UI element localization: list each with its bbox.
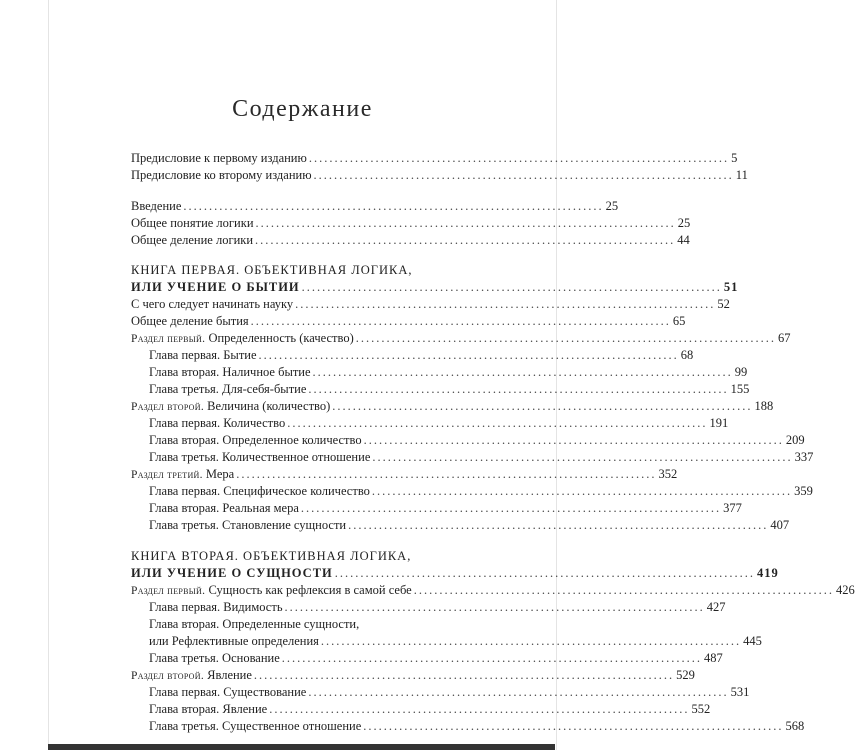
book-heading-entry[interactable]	[131, 565, 779, 582]
leader-dots: ..................................................................................	[371, 484, 793, 498]
toc-entry-page: 407	[770, 518, 790, 532]
toc-entry-text: Глава третья. Для-себя-бытие	[149, 382, 307, 396]
leader-dots: ..................................................................................	[313, 168, 734, 182]
toc-entry[interactable]	[131, 198, 619, 215]
leader-dots: ..................................................................................	[363, 719, 784, 733]
section-prefix: Раздел второй.	[131, 670, 204, 682]
section-prefix: Раздел первый.	[131, 585, 206, 597]
toc-entry-text: Глава первая. Существование	[149, 685, 307, 699]
toc-chapter-entry[interactable]	[149, 449, 814, 466]
toc-entry-page: 25	[605, 199, 619, 213]
section-title: Определенность (качество)	[208, 331, 354, 345]
toc-entry-text: Общее деление логики	[131, 233, 254, 247]
leader-dots: ..................................................................................	[287, 416, 708, 430]
section-prefix: Раздел третий.	[131, 469, 203, 481]
book-page	[48, 0, 855, 750]
toc-entry-text: Глава третья. Количественное отношение	[149, 450, 371, 464]
leader-dots: ..................................................................................	[300, 501, 722, 515]
toc-chapter-entry[interactable]	[149, 415, 729, 432]
toc-section-entry[interactable]	[131, 330, 791, 347]
toc-entry-text: Глава третья. Становление сущности	[149, 518, 347, 532]
toc-entry-text: Глава первая. Специфическое количество	[149, 484, 370, 498]
toc-entry-page: 44	[677, 233, 690, 247]
toc-entry-page: 209	[785, 433, 805, 447]
toc-section-entry[interactable]	[131, 398, 774, 415]
toc-entry-text: Глава первая. Бытие	[149, 348, 257, 362]
leader-dots: ..................................................................................	[281, 651, 703, 665]
leader-dots: ..................................................................................	[236, 467, 657, 481]
leader-dots: ..................................................................................	[308, 382, 729, 396]
page-title: Содержание	[232, 96, 373, 122]
toc-entry-page: 568	[785, 719, 805, 733]
section-prefix: Раздел второй.	[131, 401, 204, 413]
leader-dots: ..................................................................................	[255, 216, 676, 230]
toc-chapter-entry[interactable]	[149, 347, 694, 364]
toc-entry-text: Глава вторая. Наличное бытие	[149, 365, 311, 379]
toc-entry-page: 191	[709, 416, 729, 430]
toc-chapter-entry[interactable]	[149, 599, 726, 616]
book-heading-text: ИЛИ УЧЕНИЕ О БЫТИИ	[131, 280, 300, 294]
toc-entry-text	[131, 582, 412, 600]
toc-entry[interactable]	[131, 150, 738, 167]
leader-dots: ..................................................................................	[269, 702, 690, 716]
toc-section-entry[interactable]	[131, 466, 678, 483]
toc-entry-page: 67	[778, 331, 791, 345]
book-heading: КНИГА ВТОРАЯ. ОБЪЕКТИВНАЯ ЛОГИКА,	[131, 549, 412, 563]
section-title: Явление	[207, 668, 252, 682]
toc-entry-page: 51	[723, 280, 739, 294]
toc-entry-page: 52	[717, 297, 730, 311]
toc-chapter-entry[interactable]	[149, 650, 723, 667]
toc-entry-text	[131, 667, 252, 685]
toc-entry-text: Глава первая. Количество	[149, 416, 286, 430]
toc-entry-page: 25	[677, 216, 691, 230]
toc-entry-text	[131, 398, 330, 416]
leader-dots: ..................................................................................	[308, 685, 729, 699]
leader-dots: ..................................................................................	[413, 583, 834, 597]
leader-dots: ..................................................................................	[183, 199, 604, 213]
toc-entry-text: Глава вторая. Реальная мера	[149, 501, 299, 515]
section-title: Мера	[205, 467, 235, 481]
toc-entry-page: 11	[735, 168, 748, 182]
toc-entry-page: 337	[794, 450, 814, 464]
page-bottom-edge	[48, 744, 555, 750]
leader-dots: ..................................................................................	[334, 566, 756, 580]
book-heading-text: ИЛИ УЧЕНИЕ О СУЩНОСТИ	[131, 566, 333, 580]
toc-entry-page: 529	[676, 668, 695, 682]
toc-entry-text	[131, 330, 354, 348]
toc-chapter-entry[interactable]	[149, 701, 711, 718]
leader-dots: ..................................................................................	[301, 280, 722, 294]
toc-entry-page: 531	[730, 685, 750, 699]
toc-entry-page: 99	[734, 365, 748, 379]
leader-dots: ..................................................................................	[308, 151, 730, 165]
leader-dots: ..................................................................................	[363, 433, 784, 447]
leader-dots: ..................................................................................	[355, 331, 776, 345]
toc-entry-text	[131, 466, 234, 484]
toc-chapter-entry[interactable]	[149, 633, 762, 650]
section-prefix: Раздел первый.	[131, 333, 206, 345]
toc-entry-text: Предисловие ко второму изданию	[131, 168, 312, 182]
toc-chapter-entry[interactable]	[149, 364, 748, 381]
toc-entry[interactable]	[131, 232, 690, 249]
leader-dots: ..................................................................................	[258, 348, 679, 362]
toc-section-entry[interactable]	[131, 582, 855, 599]
toc-chapter-entry[interactable]	[149, 381, 750, 398]
toc-entry[interactable]	[131, 215, 691, 232]
leader-dots: ..................................................................................	[284, 600, 705, 614]
toc-chapter-entry[interactable]	[149, 432, 805, 449]
leader-dots: ..................................................................................	[295, 297, 716, 311]
toc-entry-text: Глава третья. Основание	[149, 651, 280, 665]
leader-dots: ..................................................................................	[255, 233, 676, 247]
toc-entry-text: или Рефлективные определения	[149, 634, 319, 648]
toc-entry-text: Предисловие к первому изданию	[131, 151, 307, 165]
toc-entry-page: 155	[730, 382, 750, 396]
section-title: Величина (количество)	[207, 399, 331, 413]
toc-entry-text: Глава первая. Видимость	[149, 600, 283, 614]
toc-entry[interactable]	[131, 313, 686, 330]
leader-dots: ..................................................................................	[332, 399, 753, 413]
toc-entry-page: 65	[672, 314, 686, 328]
toc-entry-page: 359	[794, 484, 813, 498]
toc-entry[interactable]	[131, 167, 748, 184]
toc-entry-text: Общее понятие логики	[131, 216, 254, 230]
book-heading-entry[interactable]	[131, 279, 739, 296]
toc-entry-page: 427	[706, 600, 726, 614]
toc-entry-page: 68	[680, 348, 694, 362]
leader-dots: ..................................................................................	[320, 634, 742, 648]
toc-chapter-entry[interactable]	[149, 483, 813, 500]
toc-entry-text: Глава вторая. Определенные сущности,	[149, 617, 360, 631]
toc-entry-page: 552	[691, 702, 711, 716]
toc-chapter-entry[interactable]	[149, 718, 805, 735]
toc-entry-page: 377	[723, 501, 742, 515]
leader-dots: ..................................................................................	[253, 668, 675, 682]
toc-entry-text: С чего следует начинать науку	[131, 297, 294, 311]
toc-entry[interactable]	[131, 296, 730, 313]
toc-entry-text: Глава вторая. Определенное количество	[149, 433, 362, 447]
toc-entry-page: 445	[743, 634, 762, 648]
toc-entry-page: 5	[731, 151, 738, 165]
toc-entry-text: Глава вторая. Явление	[149, 702, 268, 716]
toc-chapter-entry[interactable]	[149, 517, 790, 534]
toc-entry-text: Глава третья. Существенное отношение	[149, 719, 362, 733]
toc-chapter-entry[interactable]	[149, 500, 742, 517]
toc-entry-text: Общее деление бытия	[131, 314, 249, 328]
toc-section-entry[interactable]	[131, 667, 695, 684]
section-title: Сущность как рефлексия в самой себе	[208, 583, 412, 597]
toc-entry-page: 487	[704, 651, 723, 665]
leader-dots: ..................................................................................	[250, 314, 671, 328]
toc-entry-page: 352	[658, 467, 678, 481]
toc-entry-page: 426	[835, 583, 855, 597]
toc-entry-page: 188	[754, 399, 774, 413]
leader-dots: ..................................................................................	[372, 450, 793, 464]
leader-dots: ..................................................................................	[312, 365, 733, 379]
toc-chapter-entry[interactable]	[149, 684, 750, 701]
leader-dots: ..................................................................................	[348, 518, 769, 532]
book-heading: КНИГА ПЕРВАЯ. ОБЪЕКТИВНАЯ ЛОГИКА,	[131, 263, 413, 277]
toc-entry-text: Введение	[131, 199, 182, 213]
toc-entry-page: 419	[757, 566, 779, 580]
toc-chapter-entry-line1[interactable]	[149, 616, 491, 633]
